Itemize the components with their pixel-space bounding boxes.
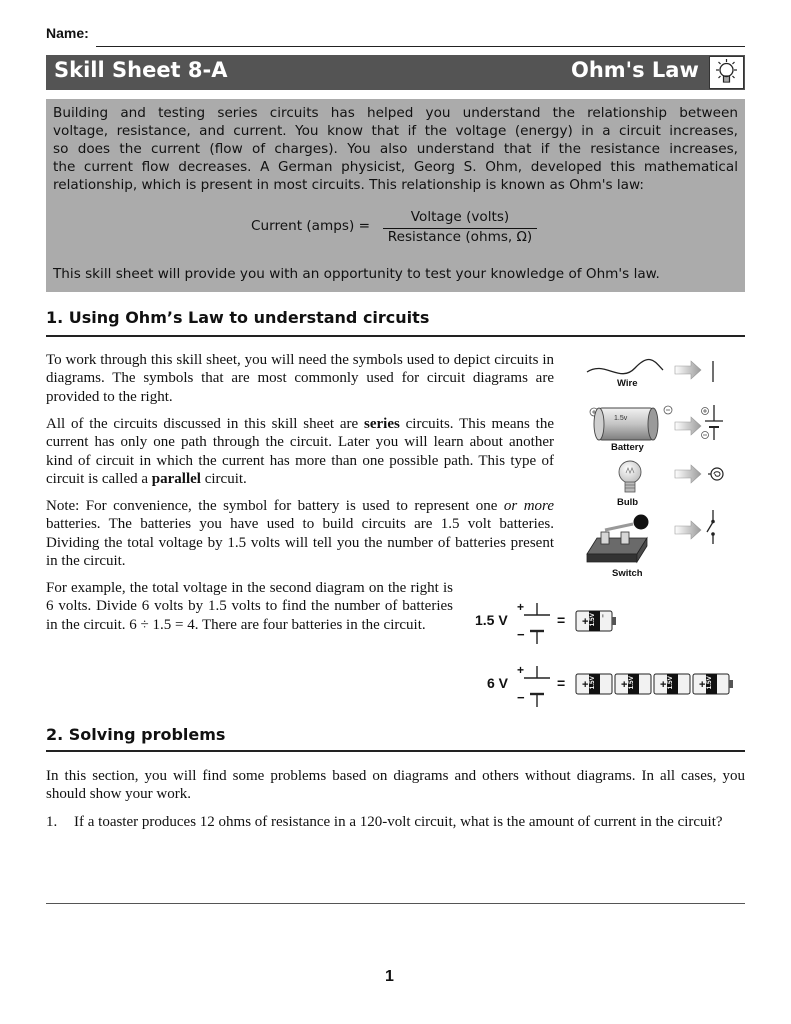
intro-closing: This skill sheet will provide you with an opportunity to test your knowledge of Ohm's law. (53, 266, 660, 282)
bottom-rule (46, 903, 745, 904)
example1-cell (575, 608, 617, 634)
circuit-symbols-panel (575, 350, 745, 586)
example2-cell-label: 1.5V (628, 676, 635, 690)
section1-rule (46, 335, 745, 337)
svg-text:+: + (582, 679, 589, 691)
example2-voltage: 6 V (487, 675, 509, 691)
intro-line: relationship, which is present in most circuits. This relationship is known as Ohm's law: (53, 177, 644, 193)
switch-symbol-group (587, 510, 715, 562)
section1-paragraph-4: For example, the total voltage in the second diagram on the right is 6 volts. Divide 6 volts by 1.5 volts to find the number of batteries in the circuit. 6 ÷ 1.5 = 4. There are four batteries in the circuit. (46, 580, 453, 633)
formula-numerator: Voltage (volts) (410, 209, 510, 225)
section2-heading: 2. Solving problems (46, 725, 226, 744)
example1-equals: = (557, 612, 566, 628)
example2-cell-label: 1.5V (589, 676, 596, 690)
intro-line: so does the current (flow of charges). You also understand that if the resistance increases, (53, 141, 738, 157)
bulb-symbol-group (619, 461, 723, 492)
svg-text:−: − (599, 614, 605, 618)
topic-title: Ohm's Law (571, 58, 699, 82)
wire-symbol-group (587, 359, 713, 382)
battery-label: Battery (611, 442, 644, 453)
example1-plus: + (517, 600, 525, 614)
section1-paragraph-1: To work through this skill sheet, you will need the symbols used to depict circuits in diagrams. The symbols that are most commonly used for circuit diagrams are provided to the right. (46, 352, 554, 405)
section1-paragraph-2: All of the circuits discussed in this skill sheet are series circuits. This means the current has only one path through the circuit. Later you will learn about another kind of circuit in which the current has more than one possible path. This type of circuit is called a parallel circuit. (46, 416, 554, 487)
section1-heading: 1. Using Ohm’s Law to understand circuits (46, 308, 430, 327)
wire-label: Wire (617, 378, 638, 389)
switch-label: Switch (612, 568, 643, 579)
example2-cell-label: 1.5V (667, 676, 674, 690)
example1-voltage: 1.5 V (475, 612, 508, 628)
section1-paragraph-3: Note: For convenience, the symbol for battery is used to represent one or more batteries. The batteries you have used to build circuits are 1.5 volt batteries. Dividing the total voltage by 1.5 volts will tell you the number of batteries present in the circuit. (46, 498, 554, 569)
lightbulb-icon (709, 56, 744, 89)
example2-plus: + (517, 663, 525, 677)
example2-equals: = (557, 675, 566, 691)
example1-cell-label: 1.5V (589, 613, 596, 627)
svg-text:+: + (582, 616, 589, 628)
question-1-text: If a toaster produces 12 ohms of resistance in a 120-volt circuit, what is the amount of current in the circuit? (74, 814, 723, 830)
question-1-number: 1. (46, 814, 58, 830)
example2-minus: − (517, 690, 525, 705)
svg-text:+: + (621, 679, 628, 691)
formula-denominator: Resistance (ohms, Ω) (387, 229, 533, 245)
svg-text:+: + (660, 679, 667, 691)
section2-rule (46, 750, 745, 752)
sheet-title: Skill Sheet 8-A (54, 58, 228, 82)
example2-cell-label: 1.5V (706, 676, 713, 690)
intro-line: the current flow decreases. A German physicist, Georg S. Ohm, developed this mathematical (53, 159, 738, 175)
battery-cell-label: 1.5v (614, 415, 628, 422)
example1-minus: − (517, 627, 525, 642)
name-line (96, 46, 745, 47)
battery-symbol-group (590, 405, 723, 440)
intro-line: Building and testing series circuits has helped you understand the relationship between (53, 105, 738, 121)
page-number: 1 (385, 968, 394, 985)
intro-line: voltage, resistance, and current. You know that if the voltage (energy) in a circuit increases, (53, 123, 738, 139)
formula-left: Current (amps) = (251, 218, 370, 234)
bulb-label: Bulb (617, 497, 639, 508)
name-label: Name: (46, 25, 89, 41)
section2-intro: In this section, you will find some problems based on diagrams and others without diagrams. In all cases, you should show your work. (46, 768, 745, 803)
svg-text:+: + (699, 679, 706, 691)
